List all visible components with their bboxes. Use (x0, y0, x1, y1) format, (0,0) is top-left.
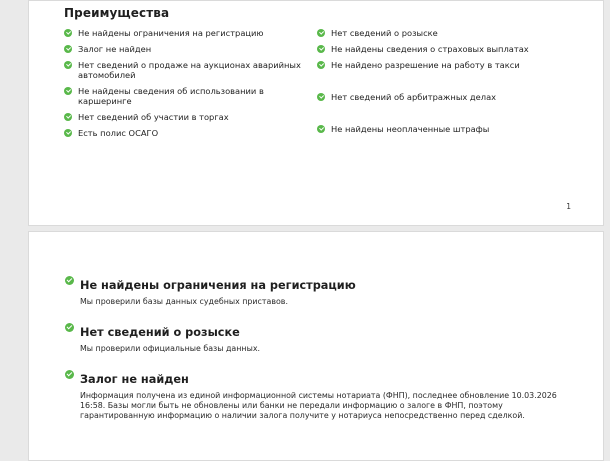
advantage-item (317, 28, 599, 38)
document-page-1 (28, 0, 604, 226)
document-page-2 (28, 231, 604, 461)
check-circle-icon (317, 29, 325, 37)
advantage-item (64, 128, 316, 138)
advantage-text: Не найдены неоплаченные штрафы (331, 124, 490, 134)
section-description: Мы проверили базы данных судебных приставов. (80, 297, 288, 306)
advantage-text: Не найдены ограничения на регистрацию (78, 28, 264, 38)
check-circle-icon (64, 113, 72, 121)
check-section (65, 274, 565, 307)
section-title: Нет сведений о розыске (80, 326, 240, 339)
check-circle-icon (65, 323, 74, 332)
section-title: Залог не найден (80, 373, 189, 386)
check-circle-icon (64, 129, 72, 137)
check-circle-icon (317, 61, 325, 69)
advantage-text: Не найдены сведения о страховых выплатах (331, 44, 529, 54)
advantage-item (317, 124, 599, 134)
check-circle-icon (317, 125, 325, 133)
section-description: Информация получена из единой информационной системы нотариата (ФНП), последнее обновление 10.03.2026 16:58. Базы могли быть не обновлены или банки не передали информацию о залоге в ФНП, поэтому гарантированную информацию о наличии залога получите у нотариуса непосредственно перед сделкой. (80, 391, 557, 420)
advantages-right-column (317, 28, 599, 140)
check-section (65, 368, 565, 421)
advantage-text: Залог не найден (78, 44, 152, 54)
section-title: Не найдены ограничения на регистрацию (80, 279, 356, 292)
check-circle-icon (65, 370, 74, 379)
advantage-item (64, 86, 316, 106)
advantage-item (317, 60, 599, 70)
check-circle-icon (317, 45, 325, 53)
check-section (65, 321, 565, 354)
advantage-item (317, 44, 599, 54)
advantage-text: Нет сведений об арбитражных делах (331, 92, 497, 102)
check-circle-icon (317, 93, 325, 101)
advantage-item (64, 112, 316, 122)
advantage-item (64, 28, 316, 38)
advantage-item (64, 60, 316, 80)
check-circle-icon (64, 61, 72, 69)
advantage-item (64, 44, 316, 54)
advantage-text: Нет сведений о продаже на аукционах аварийных автомобилей (78, 60, 301, 80)
check-circle-icon (64, 87, 72, 95)
advantage-text: Нет сведений об участии в торгах (78, 112, 229, 122)
page-number: 1 (566, 202, 571, 211)
advantage-text: Не найдено разрешение на работу в такси (331, 60, 520, 70)
check-circle-icon (64, 29, 72, 37)
advantage-text: Не найдены сведения об использовании в каршеринге (78, 86, 264, 106)
advantage-text: Есть полис ОСАГО (78, 128, 159, 138)
advantage-item (317, 92, 599, 102)
advantage-text: Нет сведений о розыске (331, 28, 438, 38)
check-circle-icon (64, 45, 72, 53)
advantages-left-column (64, 28, 316, 144)
section-header (65, 321, 565, 340)
section-header (65, 368, 565, 387)
section-header (65, 274, 565, 293)
check-circle-icon (65, 276, 74, 285)
section-description: Мы проверили официальные базы данных. (80, 344, 260, 353)
advantages-title: Преимущества (64, 6, 170, 20)
